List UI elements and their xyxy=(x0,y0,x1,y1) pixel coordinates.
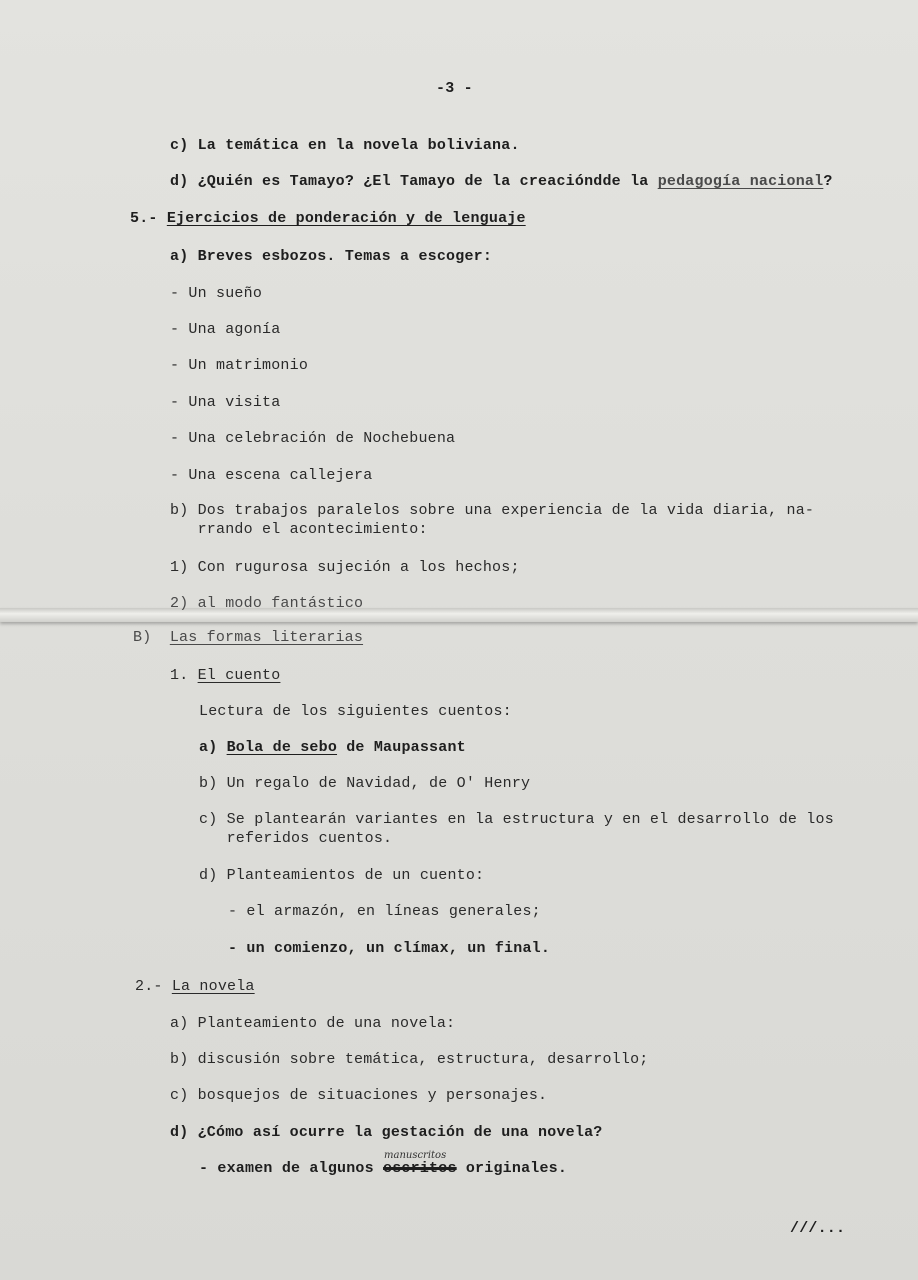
theme-item: - Una celebración de Nochebuena xyxy=(170,430,456,447)
theme-item: - Un matrimonio xyxy=(170,357,309,374)
novel-a: a) Planteamiento de una novela: xyxy=(170,1015,456,1032)
story-b: b) Un regalo de Navidad, de O' Henry xyxy=(199,775,531,792)
section-5-heading xyxy=(130,210,526,228)
subsection-2-heading xyxy=(135,978,255,996)
continued-marker: ///... xyxy=(790,1220,846,1237)
novel-e-text: - examen de algunos xyxy=(199,1160,384,1177)
struck-word: escritos xyxy=(383,1160,457,1177)
story-a-author: de Maupassant xyxy=(337,739,466,756)
subsection-2-title: La novela xyxy=(171,978,255,995)
theme-item: - Una escena callejera xyxy=(170,467,373,484)
story-a-title: Bola de sebo xyxy=(226,739,338,756)
story-a-letter: a) xyxy=(199,739,227,756)
novel-b: b) discusión sobre temática, estructura, desarrollo; xyxy=(170,1051,649,1068)
subsection-2-number: 2.- xyxy=(135,978,172,995)
subsection-1-heading xyxy=(170,667,280,685)
numbered-item-2: 2) al modo fantástico xyxy=(170,595,364,612)
story-c-cont: referidos cuentos. xyxy=(199,830,393,847)
story-d: d) Planteamientos de un cuento: xyxy=(199,867,485,884)
item-d-tamayo xyxy=(170,173,833,191)
item-b-dos-trabajos-cont: rrando el acontecimiento: xyxy=(170,521,428,538)
theme-item: - Una agonía xyxy=(170,321,281,338)
novel-c: c) bosquejos de situaciones y personajes. xyxy=(170,1087,548,1104)
theme-item: - Una visita xyxy=(170,394,281,411)
novel-e xyxy=(199,1160,567,1178)
lectura-intro: Lectura de los siguientes cuentos: xyxy=(199,703,512,720)
item-d-tamayo-underlined: pedagogía nacional xyxy=(657,173,824,190)
subsection-1-number: 1. xyxy=(170,667,198,684)
section-B-heading xyxy=(133,629,363,647)
section-5-title: Ejercicios de ponderación y de lenguaje xyxy=(166,210,526,227)
novel-d: d) ¿Cómo así ocurre la gestación de una novela? xyxy=(170,1124,603,1141)
item-b-dos-trabajos: b) Dos trabajos paralelos sobre una experiencia de la vida diaria, na- xyxy=(170,502,815,519)
item-c-tematica: c) La temática en la novela boliviana. xyxy=(170,137,520,154)
page-fold xyxy=(0,608,918,622)
handwritten-annotation: manuscritos xyxy=(384,1150,447,1161)
numbered-item-1: 1) Con rugurosa sujeción a los hechos; xyxy=(170,559,520,576)
story-d-sub-1: - el armazón, en líneas generales; xyxy=(228,903,541,920)
section-5-number: 5.- xyxy=(130,210,167,227)
story-a xyxy=(199,739,466,757)
section-B-title: Las formas literarias xyxy=(169,629,364,646)
item-a-breves: a) Breves esbozos. Temas a escoger: xyxy=(170,248,493,265)
story-d-sub-2: - un comienzo, un clímax, un final. xyxy=(228,940,551,957)
story-c: c) Se plantearán variantes en la estructura y en el desarrollo de los xyxy=(199,811,834,828)
section-B-letter: B) xyxy=(133,629,170,646)
item-d-tamayo-end: ? xyxy=(823,173,833,190)
subsection-1-title: El cuento xyxy=(197,667,281,684)
page-number: -3 - xyxy=(436,80,473,97)
item-d-tamayo-text: d) ¿Quién es Tamayo? ¿El Tamayo de la creacióndde la xyxy=(170,173,658,190)
theme-item: - Un sueño xyxy=(170,285,263,302)
novel-e-end: originales. xyxy=(456,1160,568,1177)
